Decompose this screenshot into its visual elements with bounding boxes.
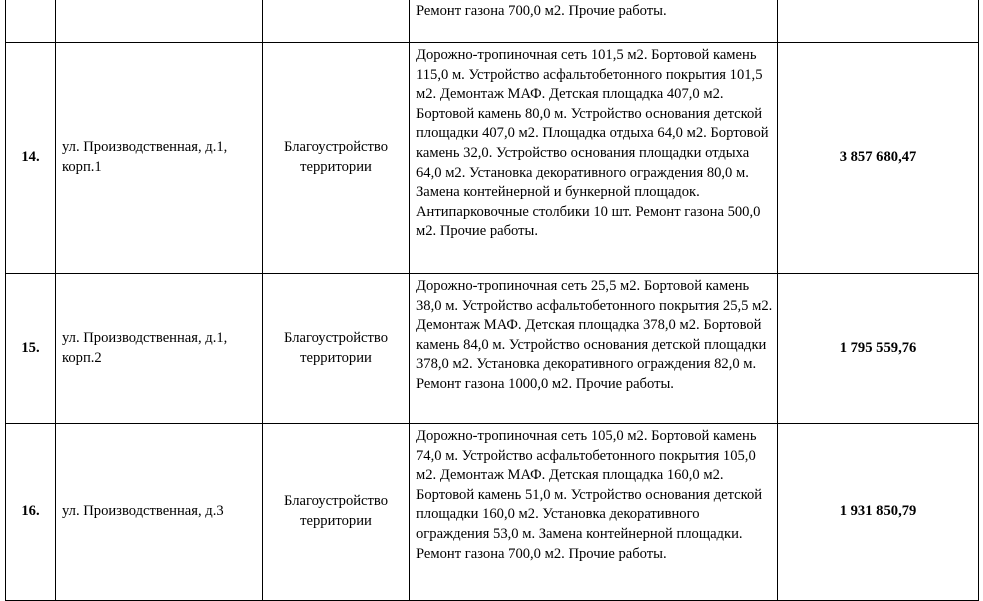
amount-cell: 1 931 850,79 bbox=[778, 424, 979, 601]
description-cell: Ремонт газона 700,0 м2. Прочие работы. bbox=[410, 0, 778, 43]
amount-cell bbox=[778, 0, 979, 43]
description-cell: Дорожно-тропиночная сеть 105,0 м2. Бортовой камень 74,0 м. Устройство асфальтобетонного покрытия 105,0 м2. Демонтаж МАФ. Детская площадка 160,0 м2. Бортовой камень 51,0 м. Устройство основания детской площадки 160,0 м2. Установка декоративного ограждения 53,0 м. Замена контейнерной площадки. Ремонт газона 700,0 м2. Прочие работы. bbox=[410, 424, 778, 601]
address-cell: ул. Производственная, д.3 bbox=[56, 424, 263, 601]
work-type-cell: Благоустройство территории bbox=[263, 424, 410, 601]
work-type-cell bbox=[263, 0, 410, 43]
address-cell bbox=[56, 0, 263, 43]
address-cell: ул. Производственная, д.1, корп.2 bbox=[56, 274, 263, 424]
amount-cell: 1 795 559,76 bbox=[778, 274, 979, 424]
row-number-cell bbox=[6, 0, 56, 43]
amount-cell: 3 857 680,47 bbox=[778, 43, 979, 274]
table-row bbox=[6, 0, 979, 43]
row-number-cell: 14. bbox=[6, 43, 56, 274]
table-row bbox=[6, 274, 979, 424]
row-number-cell: 15. bbox=[6, 274, 56, 424]
table-row bbox=[6, 43, 979, 274]
description-cell: Дорожно-тропиночная сеть 25,5 м2. Бортовой камень 38,0 м. Устройство асфальтобетонного покрытия 25,5 м2. Демонтаж МАФ. Детская площадка 378,0 м2. Бортовой камень 84,0 м. Устройство основания детской площадки 378,0 м2. Установка декоративного ограждения 82,0 м. Ремонт газона 1000,0 м2. Прочие работы. bbox=[410, 274, 778, 424]
address-cell: ул. Производственная, д.1, корп.1 bbox=[56, 43, 263, 274]
work-type-cell: Благоустройство территории bbox=[263, 43, 410, 274]
works-table bbox=[5, 0, 979, 601]
row-number-cell: 16. bbox=[6, 424, 56, 601]
table-row bbox=[6, 424, 979, 601]
description-cell: Дорожно-тропиночная сеть 101,5 м2. Бортовой камень 115,0 м. Устройство асфальтобетонного покрытия 101,5 м2. Демонтаж МАФ. Детская площадка 407,0 м2. Бортовой камень 80,0 м. Устройство основания детской площадки 407,0 м2. Площадка отдыха 64,0 м2. Бортовой камень 32,0. Устройство основания площадки отдыха 64,0 м2. Установка декоративного ограждения 80,0 м. Замена контейнерной и бункерной площадок. Антипарковочные столбики 10 шт. Ремонт газона 500,0 м2. Прочие работы. bbox=[410, 43, 778, 274]
work-type-cell: Благоустройство территории bbox=[263, 274, 410, 424]
